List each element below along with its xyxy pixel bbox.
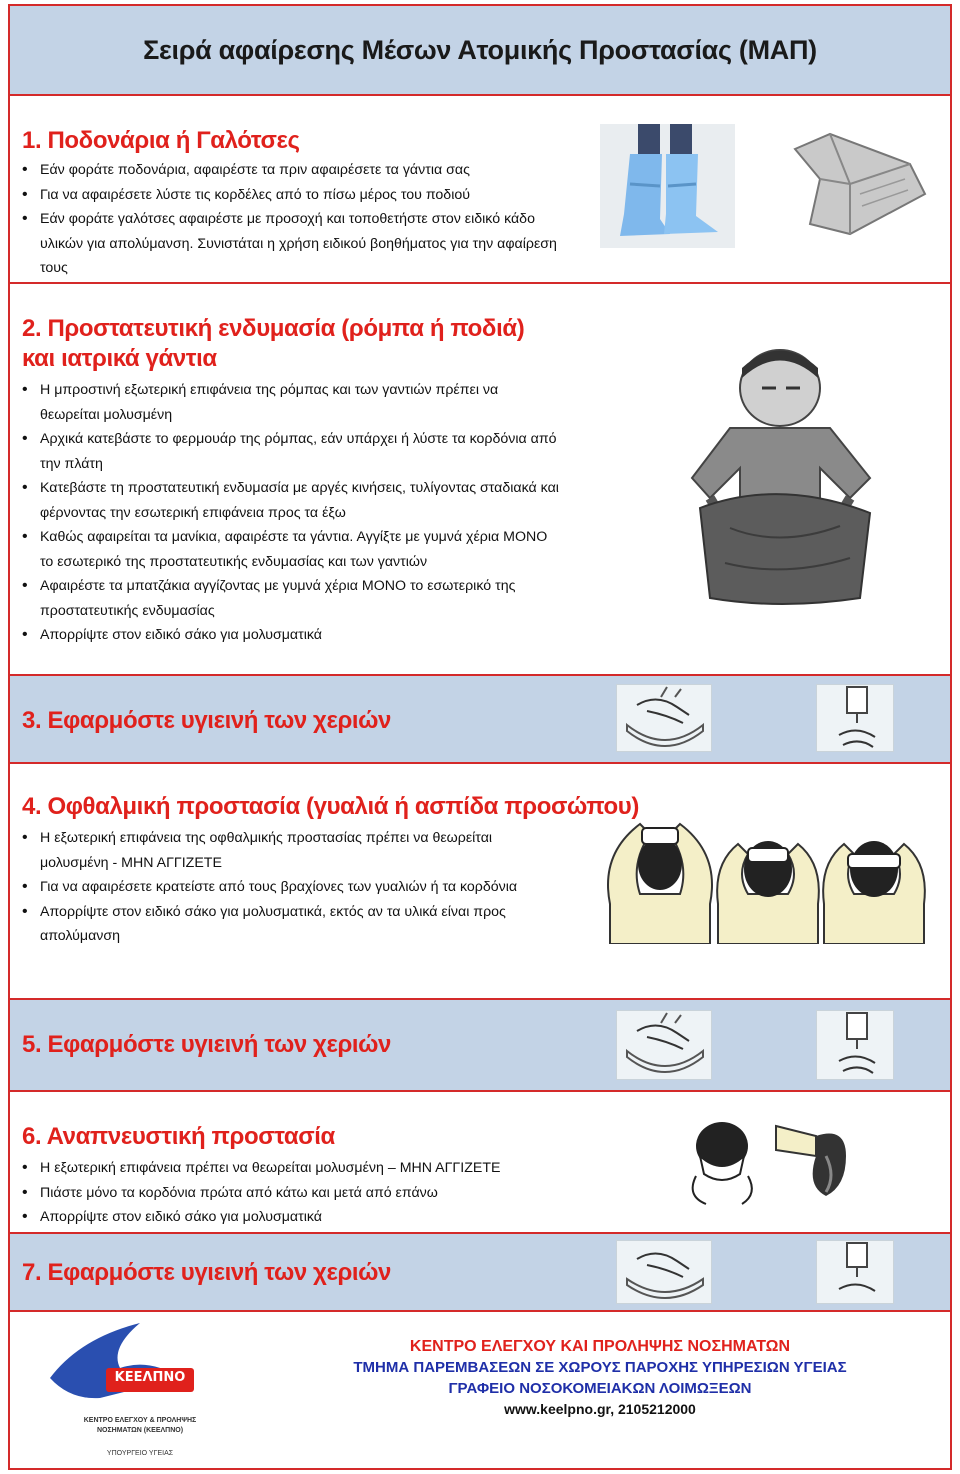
footer-line-1: ΚΕΝΤΡΟ ΕΛΕΓΧΟΥ ΚΑΙ ΠΡΟΛΗΨΗΣ ΝΟΣΗΜΑΤΩΝ [409, 1338, 791, 1355]
list-item: • Η εξωτερική επιφάνεια της οφθαλμικής προστασίας πρέπει να θεωρείται μολυσμένη - ΜΗΝ ΑΓΓΙΖΕΤΕ [20, 826, 560, 875]
list-item: • Εάν φοράτε γαλότσες αφαιρέστε με προσοχή και τοποθετήστε στον ειδικό κάδο υλικών για απολύμανση. Συνιστάται η χρήση ειδικού βοηθήματος για την αφαίρεση τους [20, 207, 560, 281]
footer-line-2: ΤΜΗΜΑ ΠΑΡΕΜΒΑΣΕΩΝ ΣΕ ΧΩΡΟΥΣ ΠΑΡΟΧΗΣ ΥΠΗΡΕΣΙΩΝ ΥΓΕΙΑΣ [353, 1359, 847, 1376]
list-item: • Κατεβάστε τη προστατευτική ενδυμασία με αργές κινήσεις, τυλίγοντας σταδιακά και φέρνοντας την εσωτερική επιφάνεια προς τα έξω [20, 476, 560, 525]
boots-image [790, 124, 930, 238]
hand-washing-image [616, 1240, 712, 1304]
list-item: • Αφαιρέστε τα μπατζάκια αγγίζοντας με γυμνά χέρια ΜΟΝΟ το εσωτερικό της προστατευτικής ενδυμασίας [20, 574, 560, 623]
section-1-heading: 1. Ποδονάρια ή Γαλότσες [22, 127, 300, 154]
logo-caption: ΚΕΝΤΡΟ ΕΛΕΓΧΟΥ & ΠΡΟΛΗΨΗΣ ΝΟΣΗΜΑΤΩΝ (ΚΕΕΛΠΝΟ) [83, 1417, 197, 1434]
list-item: • Απορρίψτε στον ειδικό σάκο για μολυσματικά [20, 1205, 600, 1230]
page-title: Σειρά αφαίρεσης Μέσων Ατομικής Προστασίας (ΜΑΠ) [143, 34, 817, 65]
hand-sanitizer-image [816, 684, 894, 752]
keelpno-dove-logo [30, 1318, 216, 1414]
section-6 [10, 1092, 950, 1232]
hand-washing-image [616, 1010, 712, 1080]
hand-sanitizer-image [816, 1010, 894, 1080]
list-item: • Η εξωτερική επιφάνεια πρέπει να θεωρείται μολυσμένη – ΜΗΝ ΑΓΓΙΖΕΤΕ [20, 1156, 600, 1181]
section-4-heading: 4. Οφθαλμική προστασία (γυαλιά ή ασπίδα προσώπου) [22, 793, 639, 820]
section-1-bullets [20, 158, 560, 281]
section-5-heading: 5. Εφαρμόστε υγιεινή των χεριών [22, 1031, 391, 1058]
footer [10, 1312, 950, 1468]
section-3-heading: 3. Εφαρμόστε υγιεινή των χεριών [22, 707, 391, 734]
section-7-band [10, 1234, 950, 1310]
hand-washing-image [616, 684, 712, 752]
section-6-heading: 6. Αναπνευστική προστασία [22, 1123, 335, 1150]
list-item: • Πιάστε μόνο τα κορδόνια πρώτα από κάτω και μετά από επάνω [20, 1181, 600, 1206]
footer-line-4: www.keelpno.gr, 2105212000 [504, 1401, 696, 1417]
section-6-bullets [20, 1156, 600, 1230]
list-item: • Για να αφαιρέσετε κρατείστε από τους βραχίονες των γυαλιών ή τα κορδόνια [20, 875, 560, 900]
list-item: • Για να αφαιρέσετε λύστε τις κορδέλες από το πίσω μέρος του ποδιού [20, 183, 560, 208]
section-2-bullets [20, 378, 560, 648]
gown-removal-image [670, 348, 900, 610]
footer-contact [260, 1336, 940, 1420]
section-4-bullets [20, 826, 560, 949]
footer-line-3: ΓΡΑΦΕΙΟ ΝΟΣΟΚΟΜΕΙΑΚΩΝ ΛΟΙΜΩΞΕΩΝ [448, 1380, 752, 1397]
list-item: • Εάν φοράτε ποδονάρια, αφαιρέστε τα πριν αφαιρέσετε τα γάντια σας [20, 158, 560, 183]
section-3-band [10, 676, 950, 762]
mask-removal-image [686, 1116, 866, 1206]
section-1 [10, 96, 950, 282]
section-5-band [10, 1000, 950, 1090]
hand-sanitizer-image [816, 1240, 894, 1304]
section-4 [10, 764, 950, 998]
keelpno-logo [30, 1318, 216, 1468]
list-item: • Καθώς αφαιρείται τα μανίκια, αφαιρέστε τα γάντια. Αγγίξτε με γυμνά χέρια ΜΟΝΟ το εσωτερικό της προστατευτικής ενδυμασίας και των γαντιών [20, 525, 560, 574]
list-item: • Αρχικά κατεβάστε το φερμουάρ της ρόμπας, εάν υπάρχει ή λύστε τα κορδόνια από την πλάτη [20, 427, 560, 476]
title-bar [10, 6, 950, 94]
section-2-heading: 2. Προστατευτική ενδυμασία (ρόμπα ή ποδιά) και ιατρικά γάντια [22, 315, 525, 372]
section-2 [10, 284, 950, 674]
goggles-removal-image [600, 814, 930, 944]
list-item: • Η μπροστινή εξωτερική επιφάνεια της ρόμπας και των γαντιών πρέπει να θεωρείται μολυσμένη [20, 378, 560, 427]
list-item: • Απορρίψτε στον ειδικό σάκο για μολυσματικά, εκτός αν τα υλικά είναι προς απολύμανση [20, 900, 560, 949]
logo-text: ΚΕΕΛΠΝΟ [114, 1370, 186, 1385]
shoe-covers-image [600, 124, 735, 248]
list-item: • Απορρίψτε στον ειδικό σάκο για μολυσματικά [20, 623, 560, 648]
section-7-heading: 7. Εφαρμόστε υγιεινή των χεριών [22, 1259, 391, 1286]
logo-ministry: ΥΠΟΥΡΓΕΙΟ ΥΓΕΙΑΣ [106, 1450, 174, 1457]
